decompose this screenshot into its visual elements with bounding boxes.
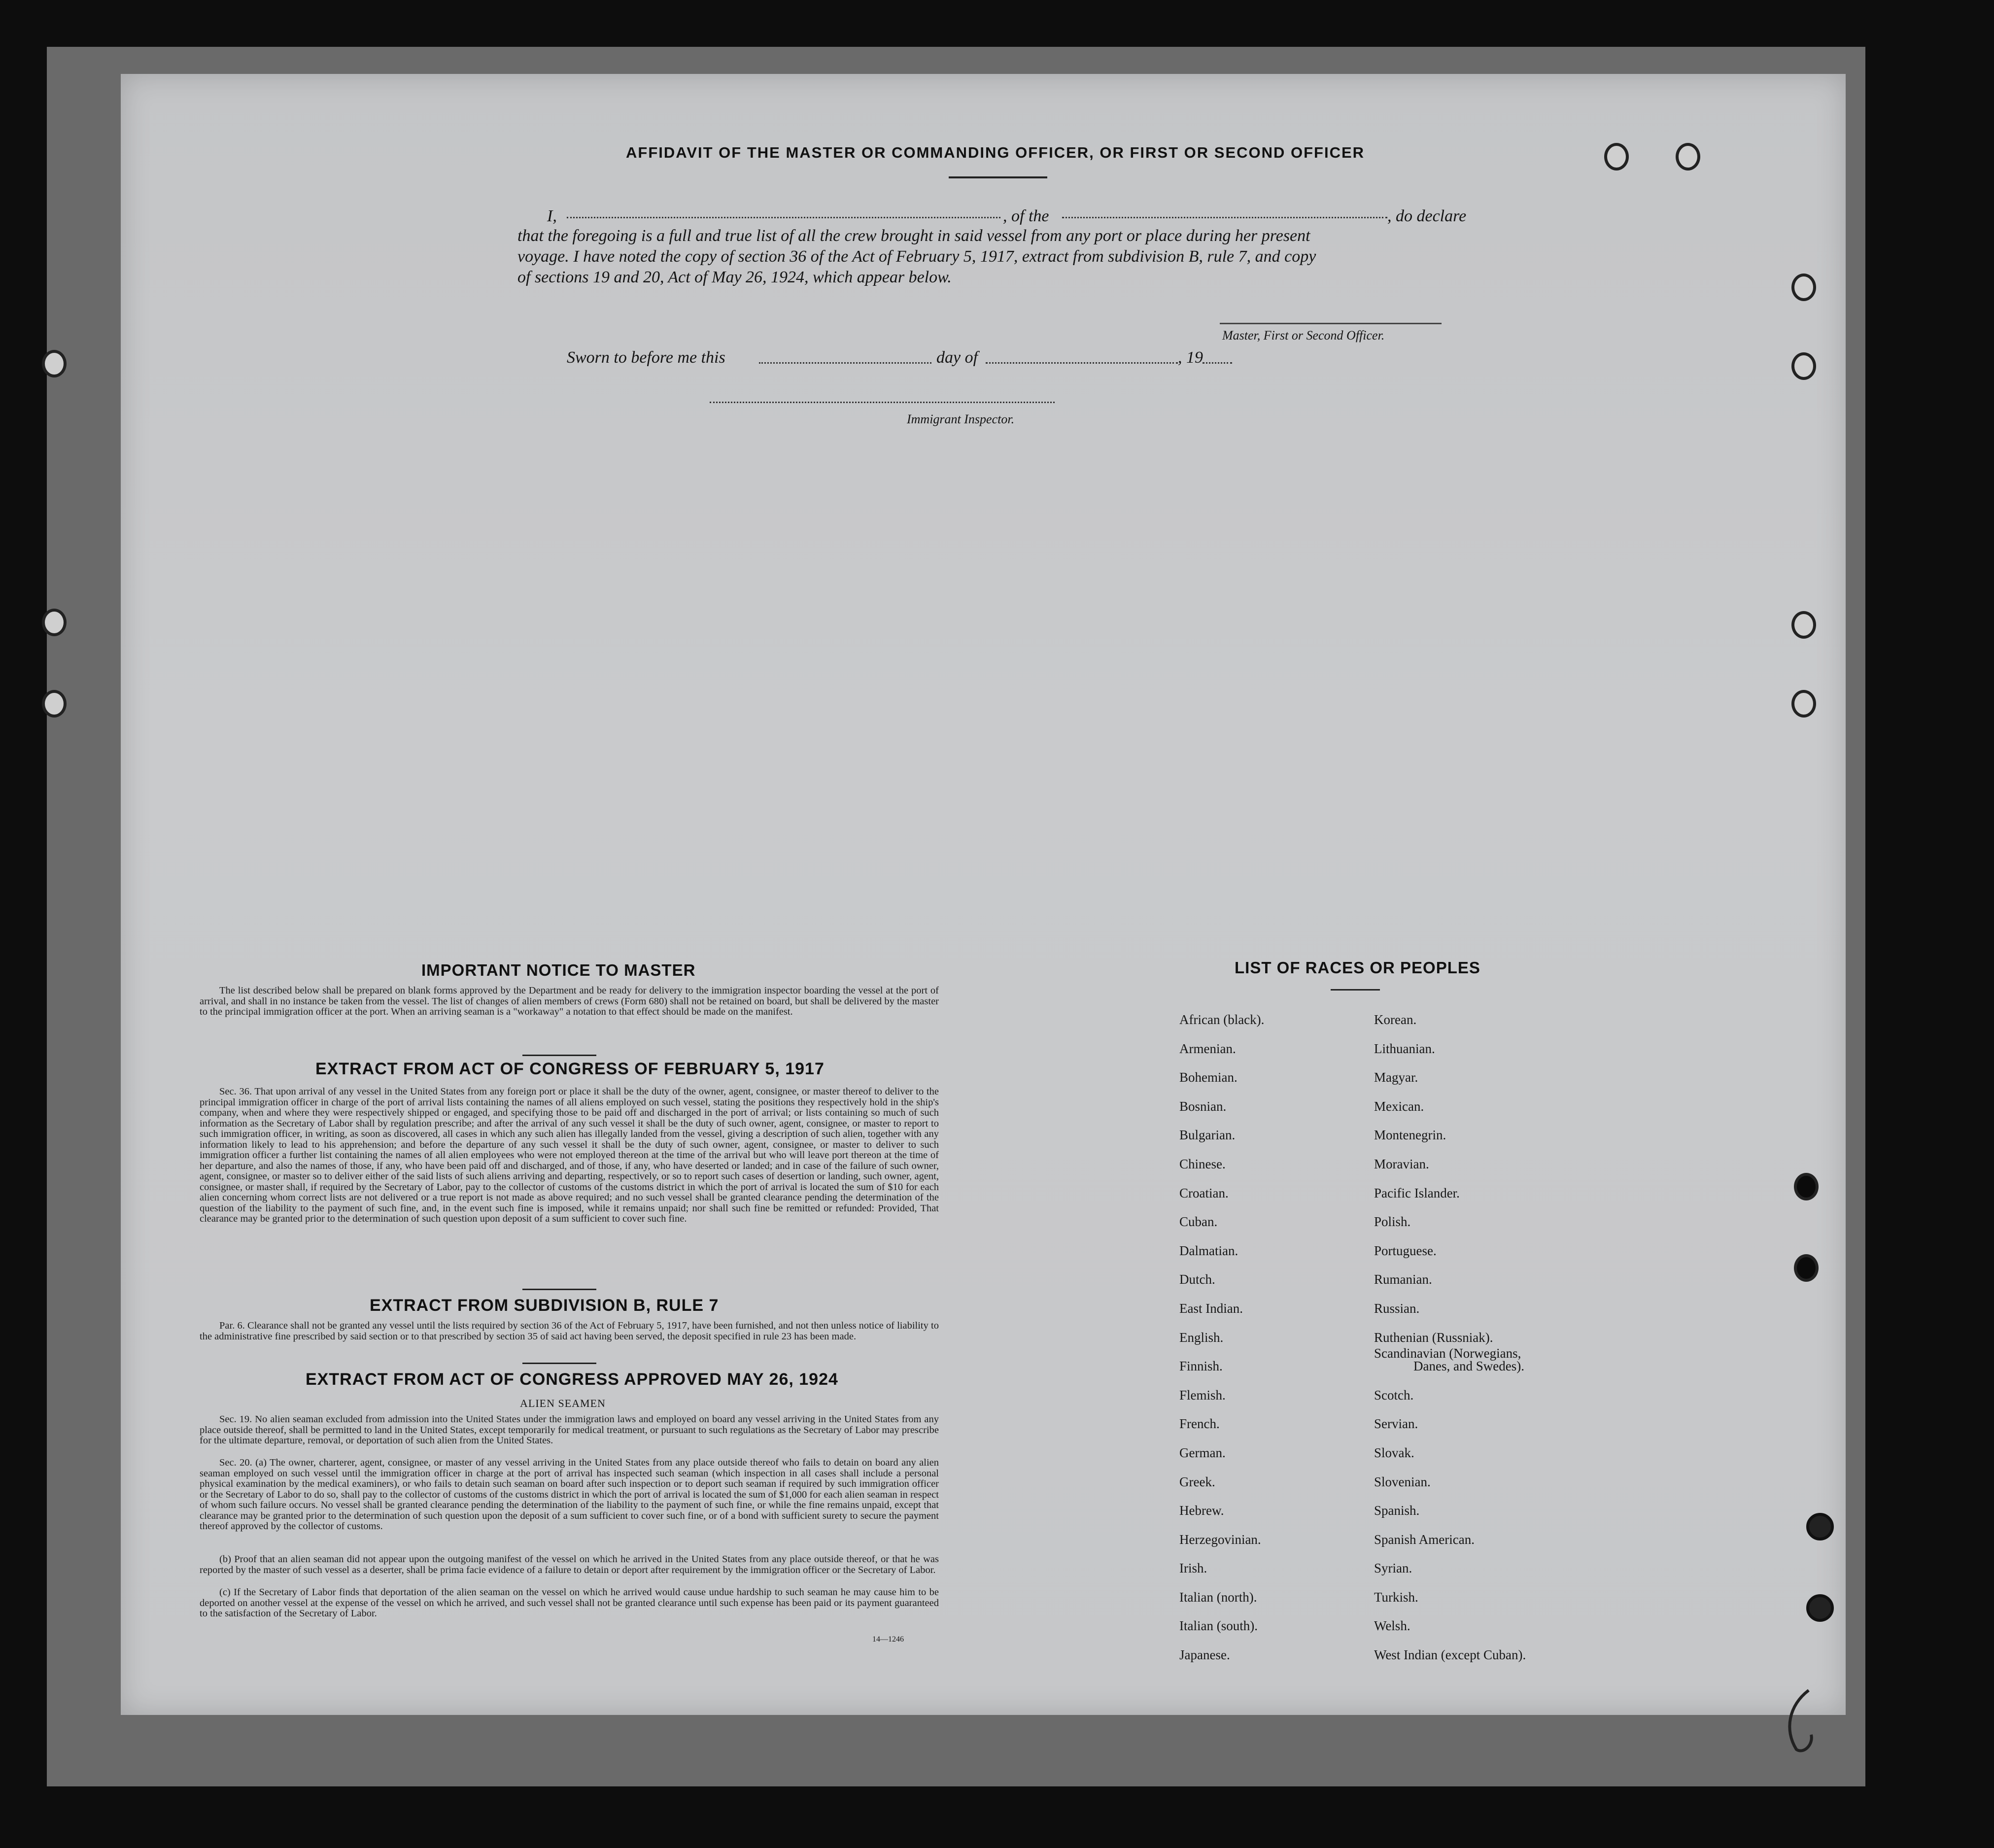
race-item: Armenian. (1179, 1041, 1236, 1056)
binder-hole (1794, 1173, 1819, 1200)
race-item: Moravian. (1374, 1156, 1429, 1171)
race-item: Greek. (1179, 1474, 1215, 1489)
binder-hole (1791, 352, 1816, 380)
race-item: Hebrew. (1179, 1503, 1224, 1518)
binder-hole (1806, 1513, 1834, 1540)
form-number: 14—1246 (872, 1635, 904, 1643)
sworn-year-blank (1203, 362, 1232, 364)
affidavit-of-the: , of the (1003, 207, 1049, 225)
race-item: East Indian. (1179, 1300, 1243, 1316)
race-item: Chinese. (1179, 1156, 1226, 1171)
race-item: Flemish. (1179, 1387, 1226, 1403)
sec20b-body: (b) Proof that an alien seaman did not appear upon the outgoing manifest of the vessel on which he arrived in the United States from any place outside thereof, or that he was reported by the master of such vessel as a deserter, shall be prima facie evidence of a failure to detain or deport after requirement by the immigration officer or the Secretary of Labor. (200, 1554, 939, 1575)
inspector-caption: Immigrant Inspector. (907, 412, 1015, 426)
race-item: Welsh. (1374, 1618, 1410, 1634)
race-item: Cuban. (1179, 1214, 1218, 1230)
master-signature-line (1220, 323, 1442, 324)
race-item: Syrian. (1374, 1561, 1412, 1576)
race-item: Bohemian. (1179, 1070, 1238, 1085)
race-item: Japanese. (1179, 1647, 1230, 1663)
affidavit-line-2: that the foregoing is a full and true list of all the crew brought in said vessel from any port or place during her present (517, 227, 1310, 245)
race-item: Bulgarian. (1179, 1128, 1236, 1143)
rule7-title: EXTRACT FROM SUBDIVISION B, RULE 7 (370, 1296, 719, 1315)
affidavit-line-3: voyage. I have noted the copy of section 36 of the Act of February 5, 1917, extract from subdivision B, rule 7, and copy (517, 247, 1316, 266)
binder-hole (1791, 690, 1816, 718)
races-rule (1331, 989, 1380, 991)
extract-1917-title: EXTRACT FROM ACT OF CONGRESS OF FEBRUARY 5, 1917 (315, 1060, 825, 1078)
title-rule (949, 176, 1047, 178)
race-item: Finnish. (1179, 1359, 1223, 1374)
race-item-line: Scandinavian (Norwegians, (1374, 1346, 1521, 1361)
sec20a-body: Sec. 20. (a) The owner, charterer, agent, consignee, or master of any vessel arriving in the United States from any place outside thereof who fails to detain on board any alien seaman employed on such vessel until the immigration officer in charge at the port of arrival has inspected such seaman (which inspection in all cases shall include a personal physical examination by the medical examiners), or who fails to detain such seaman on board after such inspection or to deport such seaman if required by such immigration officer or the Secretary of Labor to do so, shall pay to the collector of customs of the customs district in which the port of arrival is located the sum of $1,000 for each alien seaman in respect of whom such failure occurs. No vessel shall be granted clearance pending the determination of the liability to the payment of such fine, or while the fine remains unpaid, except that clearance may be granted prior to the determination of such question upon the deposit of a sum sufficient to cover such fine, or of a bond with sufficient surety to secure the payment thereof approved by the collector of customs. (200, 1458, 939, 1532)
pen-mark (1769, 1685, 1823, 1759)
race-item: Dalmatian. (1179, 1243, 1238, 1258)
race-item: Turkish. (1374, 1589, 1418, 1605)
race-item: Herzegovinian. (1179, 1532, 1261, 1547)
race-item: English. (1179, 1330, 1224, 1345)
divider-rule (522, 1055, 596, 1056)
race-item: Russian. (1374, 1300, 1420, 1316)
extract-1924-title: EXTRACT FROM ACT OF CONGRESS APPROVED MAY 26, 1924 (306, 1370, 838, 1389)
inspector-signature-line (710, 402, 1055, 403)
affidavit-line-4: of sections 19 and 20, Act of May 26, 1924, which appear below. (517, 268, 952, 286)
race-item: Croatian. (1179, 1185, 1229, 1200)
race-item: Dutch. (1179, 1272, 1215, 1287)
sec19-body: Sec. 19. No alien seaman excluded from admission into the United States under the immigration laws and employed on board any vessel arriving in the United States from any place outside thereof, shall be permitted to land in the United States, except temporarily for medical treatment, or pursuant to such regulations as the Secretary of Labor may prescribe for the ultimate departure, removal, or deportation of such alien from the United States. (200, 1414, 939, 1446)
binder-hole (42, 690, 67, 718)
sworn-day-blank (759, 362, 931, 364)
race-item: Rumanian. (1374, 1272, 1432, 1287)
binder-hole (1794, 1254, 1819, 1282)
affidavit-i: I, (547, 207, 557, 225)
race-item: Irish. (1179, 1561, 1207, 1576)
affidavit-do-declare: , do declare (1387, 207, 1467, 225)
extract-1917-body: Sec. 36. That upon arrival of any vessel in the United States from any foreign port or place it shall be the duty of the owner, agent, consignee, or master thereof to deliver to the principal immigration officer in charge of the port of arrival lists containing the names of all aliens employed on such vessel, stating the positions they respectively hold in the ship's company, when and where they were respectively shipped or engaged, and specifying those to be paid off and discharged in the port of arrival; or lists containing so much of such information as the Secretary of Labor shall by regulation prescribe; and after the arrival of any such vessel it shall be the duty of such owner, agent, consignee, or master to report to such immigration officer, in writing, as soon as discovered, all cases in which any such alien has illegally landed from the vessel, giving a description of such alien, together with any information likely to lead to his apprehension; and before the departure of any such vessel it shall be the duty of such owner, agent, consignee, or master to deliver to such immigration officer a further list containing the names of all alien employees who were not employed thereon at the time of the arrival but who will leave port thereon at the time of her departure, and also the names of those, if any, who have been paid off and discharged, and of those, if any, who have deserted or landed; and in case of the failure of such owner, agent, consignee, or master so to deliver either of the said lists of such aliens arriving and departing, respectively, or so to report such cases of desertion or landing, such owner, agent, consignee, or master shall, if required by the Secretary of Labor, pay to the collector of customs of the customs district in which the port of arrival is located the sum of $10 for each alien concerning whom correct lists are not delivered or a true report is not made as above required; and no such vessel shall be granted clearance pending the determination of the question of the liability to the payment of such fine, and, in the event such fine is imposed, while it remains unpaid; nor shall such fine be remitted or refunded: Provided, That clearance may be granted prior to the determination of such question upon deposit of a sum sufficient to cover such fine. (200, 1087, 939, 1224)
rule7-body: Par. 6. Clearance shall not be granted any vessel until the lists required by section 36 of the Act of February 5, 1917, have been furnished, and not then unless notice of liability to the administrative fine prescribed by said section or to that prescribed by section 35 of said act having been served, the deposit specified in rule 23 has been made. (200, 1321, 939, 1342)
notice-body: The list described below shall be prepared on blank forms approved by the Department and be ready for delivery to the immigration inspector boarding the vessel at the port of arrival, and shall in no instance be taken from the vessel. The list of changes of alien members of crews (Form 680) shall not be retained on board, but shall be delivered by the master to the principal immigration officer at the port. When an arriving seaman is a "workaway" a notation to that effect should be made on the manifest. (200, 986, 939, 1017)
race-item: Spanish American. (1374, 1532, 1475, 1547)
race-item: Italian (south). (1179, 1618, 1258, 1634)
binder-hole (1806, 1594, 1834, 1622)
vessel-blank (1062, 217, 1387, 218)
sworn-day-of: day of (936, 348, 978, 367)
race-item: Lithuanian. (1374, 1041, 1435, 1056)
binder-hole (42, 609, 67, 636)
race-item: Ruthenian (Russniak). (1374, 1330, 1493, 1345)
race-item: Montenegrin. (1374, 1128, 1446, 1143)
races-column-2 (1374, 1005, 1526, 1670)
sworn-text: Sworn to before me this (567, 348, 725, 367)
affidavit-title: AFFIDAVIT OF THE MASTER OR COMMANDING OFFICER, OR FIRST OR SECOND OFFICER (626, 144, 1365, 161)
race-item: Slovenian. (1374, 1474, 1431, 1489)
alien-seamen-subtitle: ALIEN SEAMEN (520, 1397, 606, 1409)
master-caption: Master, First or Second Officer. (1222, 328, 1385, 342)
binder-hole (1791, 611, 1816, 639)
race-item: German. (1179, 1445, 1226, 1460)
race-item: Spanish. (1374, 1503, 1420, 1518)
race-item-scandinavian (1374, 1346, 1526, 1381)
race-item: Magyar. (1374, 1070, 1418, 1085)
sec20c-body: (c) If the Secretary of Labor finds that deportation of the alien seaman on the vessel on which he arrived would cause undue hardship to such seaman he may cause him to be deported on another vessel at the expense of the vessel on which he arrived, and such vessel shall not be granted clearance until such expense has been paid or its payment guaranteed to the satisfaction of the Secretary of Labor. (200, 1587, 939, 1619)
binder-hole (1604, 143, 1629, 171)
race-item-line: Danes, and Swedes). (1413, 1359, 1524, 1374)
name-blank (567, 217, 1000, 218)
race-item: Mexican. (1374, 1098, 1424, 1114)
race-item: African (black). (1179, 1012, 1265, 1027)
races-title: LIST OF RACES OR PEOPLES (1235, 958, 1480, 977)
divider-rule (522, 1363, 596, 1364)
binder-hole (1791, 274, 1816, 301)
binder-hole (1676, 143, 1700, 171)
race-item: French. (1179, 1416, 1220, 1432)
sworn-month-blank (986, 362, 1178, 364)
race-item: Scotch. (1374, 1387, 1414, 1403)
divider-rule (522, 1289, 596, 1290)
sworn-year: , 19 (1178, 348, 1203, 367)
race-item: Italian (north). (1179, 1589, 1257, 1605)
race-item: West Indian (except Cuban). (1374, 1647, 1526, 1663)
race-item: Portuguese. (1374, 1243, 1437, 1258)
race-item: Korean. (1374, 1012, 1417, 1027)
race-item: Polish. (1374, 1214, 1411, 1230)
race-item: Slovak. (1374, 1445, 1414, 1460)
binder-hole (42, 350, 67, 377)
race-item: Bosnian. (1179, 1098, 1227, 1114)
race-item: Pacific Islander. (1374, 1185, 1460, 1200)
races-column-1 (1179, 1005, 1264, 1670)
race-item: Servian. (1374, 1416, 1418, 1432)
notice-title: IMPORTANT NOTICE TO MASTER (421, 961, 696, 979)
